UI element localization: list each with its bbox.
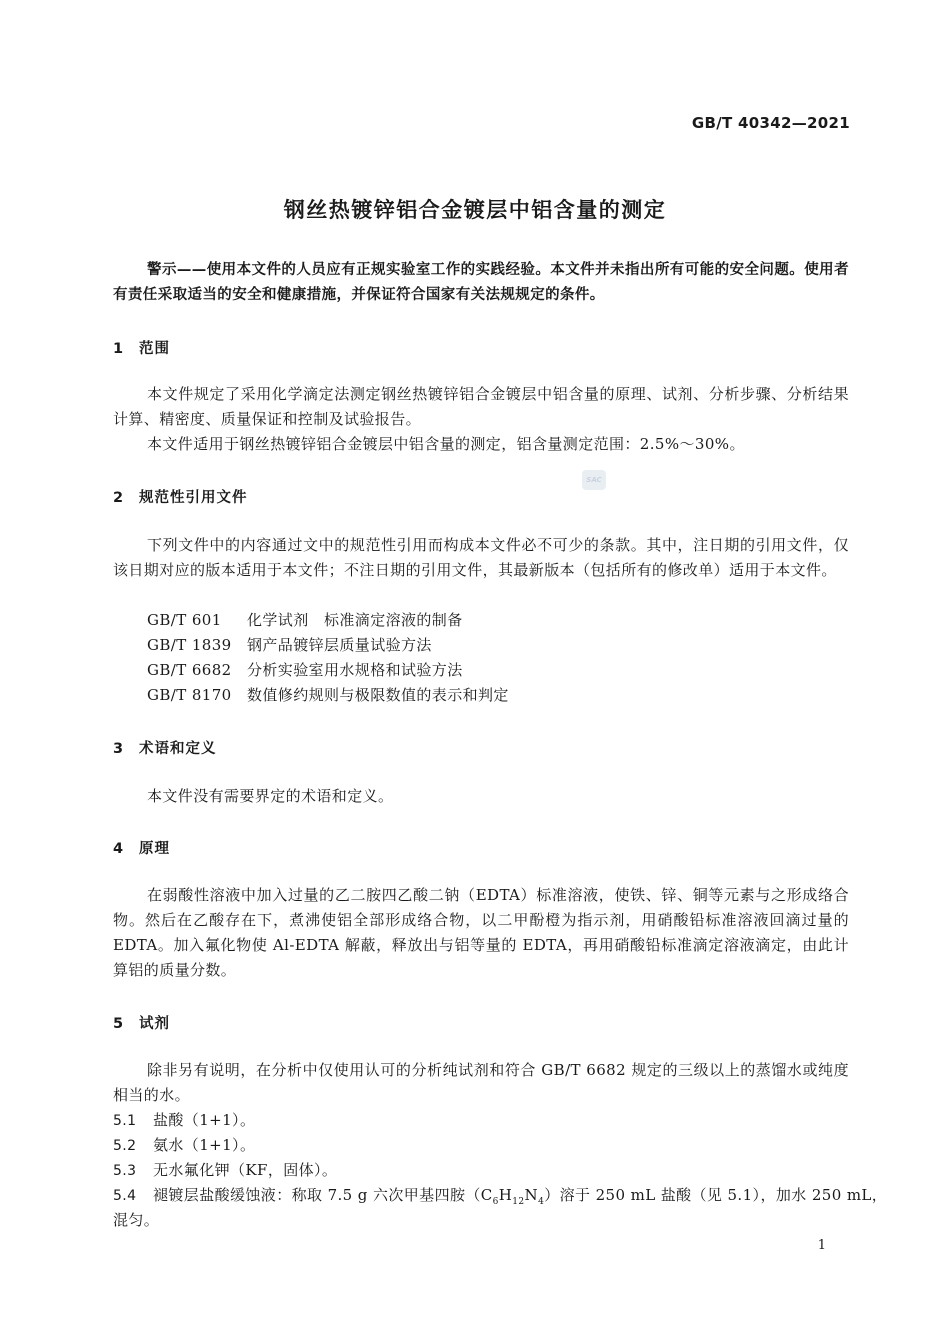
item-text: H [498,1186,513,1204]
section-1-heading [113,337,170,358]
section-number: 5 [113,1016,125,1032]
reagent-item [113,1108,255,1134]
section-1-paragraph-1: 本文件规定了采用化学滴定法测定钢丝热镀锌铝合金镀层中铝含量的原理、试剂、分析步骤、分析结果计算、精密度、质量保证和控制及试验报告。 [113,385,849,428]
section-number: 1 [113,341,125,357]
section-5-paragraph: 除非另有说明，在分析中仅使用认可的分析纯试剂和符合 GB/T 6682 规定的三级以上的蒸馏水或纯度相当的水。 [113,1061,849,1104]
reagent-item-continuation: 混匀。 [113,1211,160,1229]
item-text: 氨水（1+1）。 [153,1136,256,1154]
section-title: 试剂 [139,1016,170,1032]
section-number: 4 [113,841,125,857]
reference-code: GB/T 8170 [147,686,232,704]
item-text: 褪镀层盐酸缓蚀液：称取 7.5 g 六次甲基四胺（C [153,1186,493,1204]
item-number: 5.4 [113,1188,137,1204]
reference-title: 化学试剂 标准滴定溶液的制备 [247,611,463,629]
warning-paragraph: 警示——使用本文件的人员应有正规实验室工作的实践经验。本文件并未指出所有可能的安全问题。使用者有责任采取适当的安全和健康措施，并保证符合国家有关法规规定的条件。 [113,262,849,303]
formula-subscript: 12 [512,1197,525,1207]
reagent-item [113,1183,887,1215]
formula-subscript: 4 [538,1197,545,1207]
reference-code: GB/T 1839 [147,636,232,654]
reference-title: 钢产品镀锌层质量试验方法 [247,636,432,654]
item-number: 5.1 [113,1113,137,1129]
section-5-heading [113,1012,170,1033]
section-number: 2 [113,490,125,506]
reference-code: GB/T 601 [147,611,222,629]
reference-title: 分析实验室用水规格和试验方法 [247,661,463,679]
item-text: ）溶于 250 mL 盐酸（见 5.1），加水 250 mL， [544,1186,888,1204]
section-number: 3 [113,741,125,757]
reference-code: GB/T 6682 [147,661,232,679]
reference-item [147,608,463,633]
reference-item [147,683,509,708]
item-text: N [524,1186,539,1204]
standard-number: GB/T 40342—2021 [691,114,850,132]
section-1-paragraph-2: 本文件适用于钢丝热镀锌铝合金镀层中铝含量的测定，铝含量测定范围：2.5%～30%。 [147,435,745,453]
document-title: 钢丝热镀锌铝合金镀层中铝含量的测定 [283,198,667,222]
section-title: 术语和定义 [139,741,217,757]
page-number: 1 [817,1238,826,1253]
section-title: 原理 [139,841,170,857]
item-number: 5.3 [113,1163,137,1179]
section-3-heading [113,737,217,758]
section-2-heading [113,486,248,507]
item-text: 盐酸（1+1）。 [153,1111,256,1129]
sac-watermark-logo: SAC [582,470,606,490]
section-3-paragraph: 本文件没有需要界定的术语和定义。 [147,787,394,805]
section-title: 范围 [139,341,170,357]
reference-item [147,633,432,658]
section-4-heading [113,837,170,858]
formula-subscript: 6 [492,1197,499,1207]
reagent-item [113,1158,337,1184]
reference-item [147,658,463,683]
section-title: 规范性引用文件 [139,490,248,506]
section-2-paragraph: 下列文件中的内容通过文中的规范性引用而构成本文件必不可少的条款。其中，注日期的引用文件，仅该日期对应的版本适用于本文件；不注日期的引用文件，其最新版本（包括所有的修改单）适用于本文件。 [113,536,849,579]
section-4-paragraph: 在弱酸性溶液中加入过量的乙二胺四乙酸二钠（EDTA）标准溶液，使铁、锌、铜等元素与之形成络合物。然后在乙酸存在下，煮沸使铝全部形成络合物，以二甲酚橙为指示剂，用硝酸铅标准溶液回滴过量的 EDTA。加入氟化物使 Al-EDTA 解蔽，释放出与铝等量的 EDTA，再用硝酸铅标准滴定溶液滴定，由此计算铝的质量分数。 [113,886,849,979]
item-text: 无水氟化钾（KF，固体）。 [153,1161,338,1179]
reference-title: 数值修约规则与极限数值的表示和判定 [247,686,509,704]
reagent-item [113,1133,255,1159]
item-number: 5.2 [113,1138,137,1154]
